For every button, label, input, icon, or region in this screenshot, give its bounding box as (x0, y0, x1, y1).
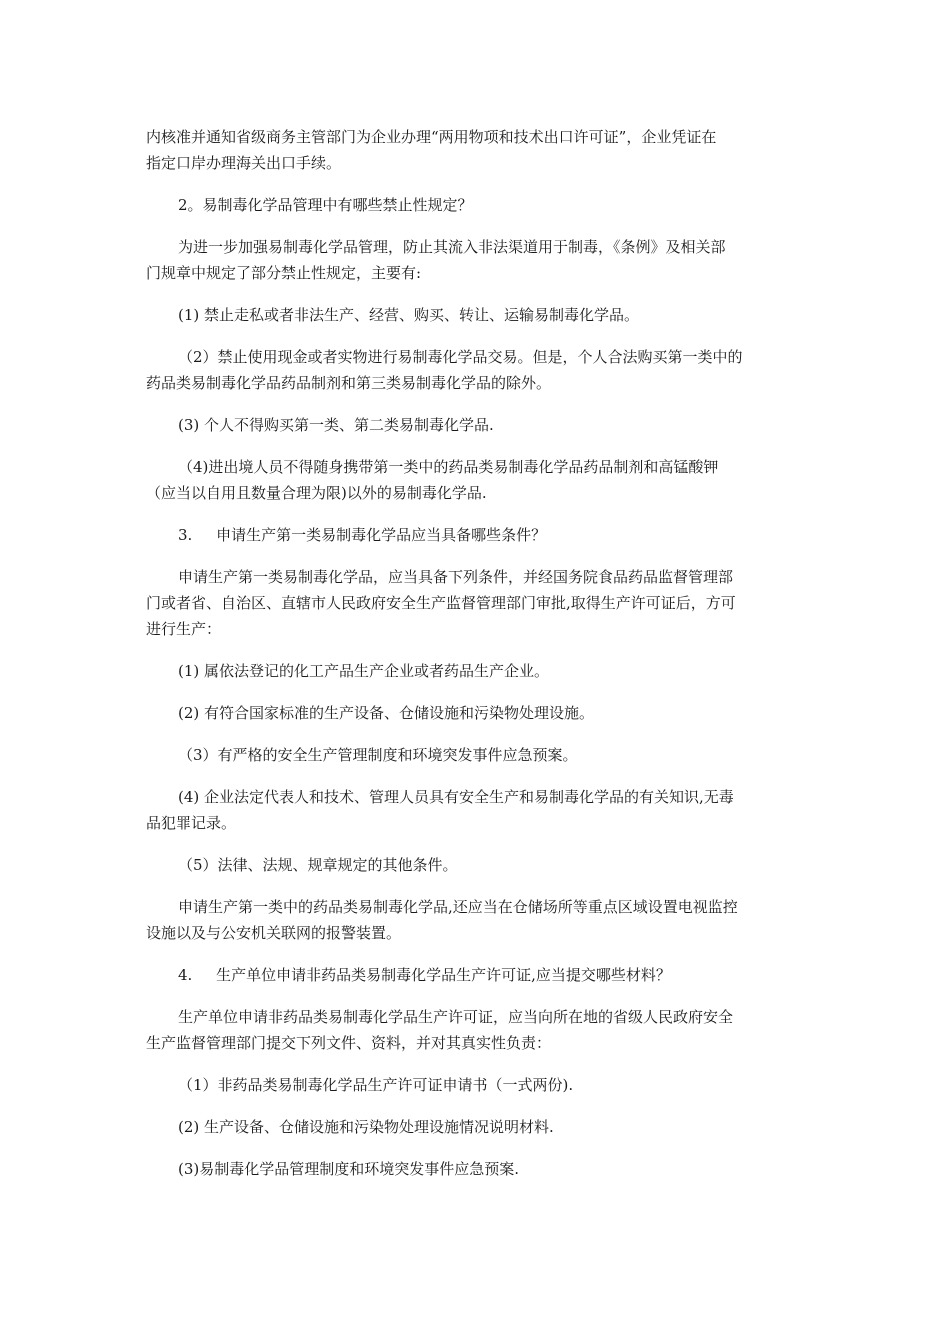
text-line: 进行生产： (146, 620, 222, 638)
text-line: （1）非药品类易制毒化学品生产许可证申请书（一式两份). (178, 1076, 574, 1094)
paragraph-production-conditions (0, 564, 950, 642)
question-3-heading (0, 522, 950, 548)
text-line: 为进一步加强易制毒化学品管理，防止其流入非法渠道用于制毒，《条例》及相关部 (178, 238, 726, 256)
text-line: (4) 企业法定代表人和技术、管理人员具有安全生产和易制毒化学品的有关知识,无毒 (178, 788, 734, 806)
text-line: 药品类易制毒化学品药品制剂和第三类易制毒化学品的除外。 (146, 374, 552, 392)
material-item-2 (0, 1114, 950, 1140)
text-line: (3) 个人不得购买第一类、第二类易制毒化学品. (178, 416, 494, 434)
text-line: 设施以及与公安机关联网的报警装置。 (146, 924, 402, 942)
condition-item-3 (0, 742, 950, 768)
text-line: 生产单位申请非药品类易制毒化学品生产许可证，应当向所在地的省级人民政府安全 (178, 1008, 734, 1026)
text-line: (2) 有符合国家标准的生产设备、仓储设施和污染物处理设施。 (178, 704, 595, 722)
text-line: （应当以自用且数量合理为限)以外的易制毒化学品. (146, 484, 487, 502)
text-line: （2）禁止使用现金或者实物进行易制毒化学品交易。但是，个人合法购买第一类中的 (178, 348, 743, 366)
prohibition-item-1 (0, 302, 950, 328)
condition-item-4 (0, 784, 950, 836)
condition-item-5 (0, 852, 950, 878)
text-line: 4. 生产单位申请非药品类易制毒化学品生产许可证,应当提交哪些材料？ (178, 966, 671, 984)
prohibition-item-2 (0, 344, 950, 396)
text-line: (3)易制毒化学品管理制度和环境突发事件应急预案. (178, 1160, 520, 1178)
material-item-1 (0, 1072, 950, 1098)
text-line: 指定口岸办理海关出口手续。 (146, 154, 342, 172)
prohibition-item-4 (0, 454, 950, 506)
text-line: （3）有严格的安全生产管理制度和环境突发事件应急预案。 (178, 746, 578, 764)
text-line: 3. 申请生产第一类易制毒化学品应当具备哪些条件？ (178, 526, 547, 544)
condition-item-1 (0, 658, 950, 684)
text-line: (1) 属依法登记的化工产品生产企业或者药品生产企业。 (178, 662, 550, 680)
text-line: （5）法律、法规、规章规定的其他条件。 (178, 856, 458, 874)
text-line: 门规章中规定了部分禁止性规定，主要有: (146, 264, 422, 282)
text-line: 生产监督管理部门提交下列文件、资料，并对其真实性负责： (146, 1034, 552, 1052)
question-2-heading (0, 192, 950, 218)
paragraph-export-license (0, 124, 950, 176)
text-line: 申请生产第一类中的药品类易制毒化学品,还应当在仓储场所等重点区域设置电视监控 (178, 898, 738, 916)
paragraph-prohibitions-intro (0, 234, 950, 286)
text-line: (1) 禁止走私或者非法生产、经营、购买、转让、运输易制毒化学品。 (178, 306, 640, 324)
text-line: 2。易制毒化学品管理中有哪些禁止性规定？ (178, 196, 473, 214)
text-line: (2) 生产设备、仓储设施和污染物处理设施情况说明材料. (178, 1118, 554, 1136)
paragraph-surveillance-requirement (0, 894, 950, 946)
question-4-heading (0, 962, 950, 988)
prohibition-item-3 (0, 412, 950, 438)
text-line: 门或者省、自治区、直辖市人民政府安全生产监督管理部门审批,取得生产许可证后，方可 (146, 594, 736, 612)
text-line: （4)进出境人员不得随身携带第一类中的药品类易制毒化学品药品制剂和高锰酸钾 (178, 458, 719, 476)
paragraph-materials-intro (0, 1004, 950, 1056)
text-line: 申请生产第一类易制毒化学品，应当具备下列条件，并经国务院食品药品监督管理部 (178, 568, 734, 586)
material-item-3 (0, 1156, 950, 1182)
text-line: 品犯罪记录。 (146, 814, 237, 832)
condition-item-2 (0, 700, 950, 726)
text-line: 内核准并通知省级商务主管部门为企业办理“两用物项和技术出口许可证”，企业凭证在 (146, 128, 717, 146)
